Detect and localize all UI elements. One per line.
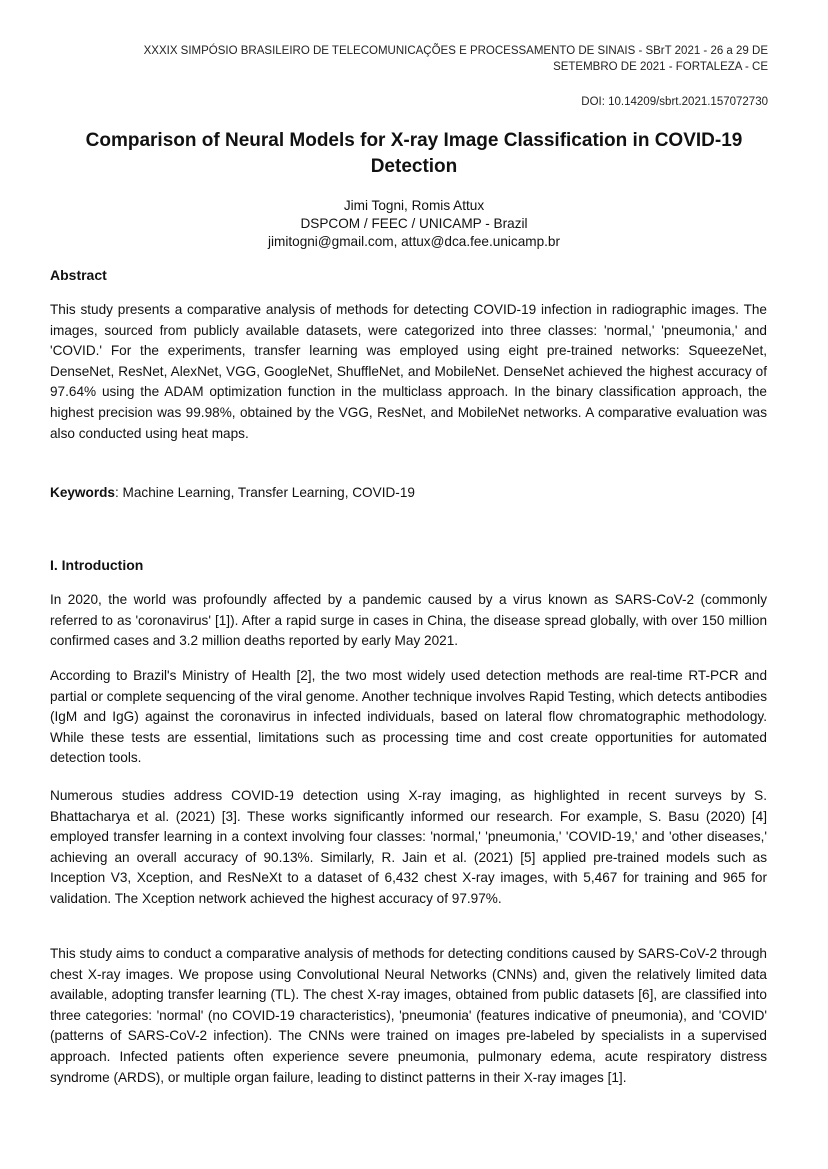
paper-title: Comparison of Neural Models for X-ray Image Classification in COVID-19 Detection <box>85 130 743 177</box>
introduction-heading: I. Introduction <box>50 557 144 573</box>
keywords <box>50 483 767 503</box>
author-block <box>60 197 768 251</box>
intro-paragraph-4: This study aims to conduct a comparative analysis of methods for detecting conditions caused by SARS-CoV-2 through chest X-ray images. We propose using Convolutional Neural Networks (CNNs) and, given the relatively limited data available, adopting transfer learning (TL). The chest X-ray images, obtained from public datasets [6], are classified into three categories: 'normal' (no COVID-19 characteristics), 'pneumonia' (features indicative of pneumonia), and 'COVID' (patterns of SARS-CoV-2 infection). The CNNs were trained on images pre-labeled by specialists in a supervised approach. Infected patients often experience severe pneumonia, pulmonary edema, acute respiratory distress syndrome (ARDS), or multiple organ failure, leading to distinct patterns in their X-ray images [1]. <box>50 946 767 1085</box>
affiliation: DSPCOM / FEEC / UNICAMP - Brazil <box>300 216 528 231</box>
emails: jimitogni@gmail.com, attux@dca.fee.unicamp.br <box>267 234 561 249</box>
conference-header <box>60 43 768 75</box>
abstract-text: This study presents a comparative analysis of methods for detecting COVID-19 infection in radiographic images. The images, sourced from publicly available datasets, were categorized into three classes: 'normal,' 'pneumonia,' and 'COVID.' For the experiments, transfer learning was employed using eight pre-trained networks: SqueezeNet, DenseNet, ResNet, AlexNet, VGG, GoogleNet, ShuffleNet, and MobileNet. DenseNet achieved the highest accuracy of 97.64% using the ADAM optimization function in the multiclass approach. In the binary classification approach, the highest precision was 99.98%, obtained by the VGG, ResNet, and MobileNet networks. A comparative evaluation was also conducted using heat maps. <box>50 302 767 441</box>
doi: DOI: 10.14209/sbrt.2021.157072730 <box>581 96 768 108</box>
intro-paragraph-3: Numerous studies address COVID-19 detection using X-ray imaging, as highlighted in recent surveys by S. Bhattacharya et al. (2021) [3]. These works significantly informed our research. For example, S. Basu (2020) [4] employed transfer learning in a context involving four classes: 'normal,' 'pneumonia,' 'COVID-19,' and 'other diseases,' achieving an overall accuracy of 90.13%. Similarly, R. Jain et al. (2021) [5] applied pre-trained models such as Inception V3, Xception, and ResNeXt to a dataset of 6,432 chest X-ray images, with 5,467 for training and 965 for validation. The Xception network achieved the highest accuracy of 97.97%. <box>50 788 767 906</box>
keywords-label: Keywords <box>50 485 115 500</box>
authors: Jimi Togni, Romis Attux <box>343 198 485 213</box>
intro-paragraph-1: In 2020, the world was profoundly affected by a pandemic caused by a virus known as SARS-CoV-2 (commonly referred to as 'coronavirus' [1]). After a rapid surge in cases in China, the disease spread globally, with over 150 million confirmed cases and 3.2 million deaths reported by early May 2021. <box>50 592 767 649</box>
conference-line-2: SETEMBRO DE 2021 - FORTALEZA - CE <box>553 61 768 73</box>
intro-paragraph-2: According to Brazil's Ministry of Health [2], the two most widely used detection methods are real-time RT-PCR and partial or complete sequencing of the viral genome. Another technique involves Rapid Testing, which detects antibodies (IgM and IgG) against the coronavirus in infected individuals, based on lateral flow chromatographic methodology. While these tests are essential, limitations such as processing time and cost create opportunities for automated detection tools. <box>50 668 767 766</box>
conference-line-1: XXXIX SIMPÓSIO BRASILEIRO DE TELECOMUNICAÇÕES E PROCESSAMENTO DE SINAIS - SBrT 2021 - 26 a 29 DE <box>143 45 768 57</box>
keywords-text: : Machine Learning, Transfer Learning, COVID-19 <box>114 485 415 500</box>
abstract-heading: Abstract <box>50 267 107 283</box>
